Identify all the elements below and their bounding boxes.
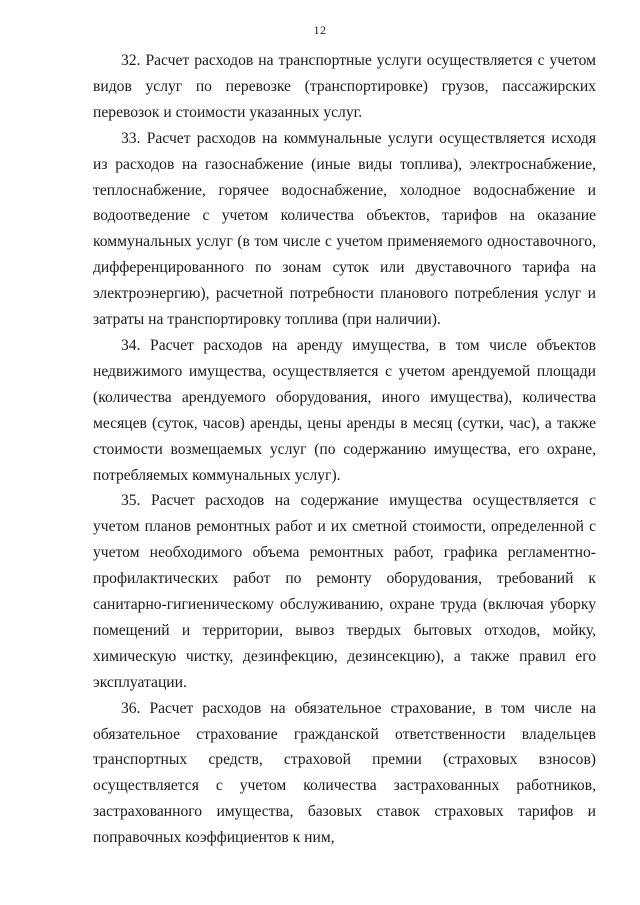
document-body	[93, 48, 596, 851]
paragraph-35: 35. Расчет расходов на содержание имущества осуществляется с учетом планов ремонтных работ и их сметной стоимости, определенной с учетом необходимого объема ремонтных работ, графика регламентно-профилактических работ по ремонту оборудования, требований к санитарно-гигиеническому обслуживанию, охране труда (включая уборку помещений и территории, вывоз твердых бытовых отходов, мойку, химическую чистку, дезинфекцию, дезинсекцию), а также правил его эксплуатации.	[93, 492, 596, 691]
paragraph-34: 34. Расчет расходов на аренду имущества, в том числе объектов недвижимого имущества, осуществляется с учетом арендуемой площади (количества арендуемого оборудования, иного имущества), количества месяцев (суток, часов) аренды, цены аренды в месяц (сутки, час), а также стоимости возмещаемых услуг (по содержанию имущества, его охране, потребляемых коммунальных услуг).	[93, 336, 596, 484]
paragraph-33: 33. Расчет расходов на коммунальные услуги осуществляется исходя из расходов на газоснабжение (иные виды топлива), электроснабжение, теплоснабжение, горячее водоснабжение, холодное водоснабжение и водоотведение с учетом количества объектов, тарифов на оказание коммунальных услуг (в том числе с учетом применяемого одноставочного, дифференцированного по зонам суток или двуставочного тарифа на электроэнергию), расчетной потребности планового потребления услуг и затраты на транспортировку топлива (при наличии).	[93, 129, 596, 329]
page-number: 12	[313, 23, 327, 37]
paragraph-32: 32. Расчет расходов на транспортные услуги осуществляется с учетом видов услуг по перевозке (транспортировке) грузов, пассажирских перевозок и стоимости указанных услуг.	[93, 52, 596, 121]
paragraph-36: 36. Расчет расходов на обязательное страхование, в том числе на обязательное страхование гражданской ответственности владельцев транспортных средств, страховой премии (страховых взносов) осуществляется с учетом количества застрахованных работников, застрахованного имущества, базовых ставок страховых тарифов и поправочных коэффициентов к ним,	[93, 699, 596, 847]
